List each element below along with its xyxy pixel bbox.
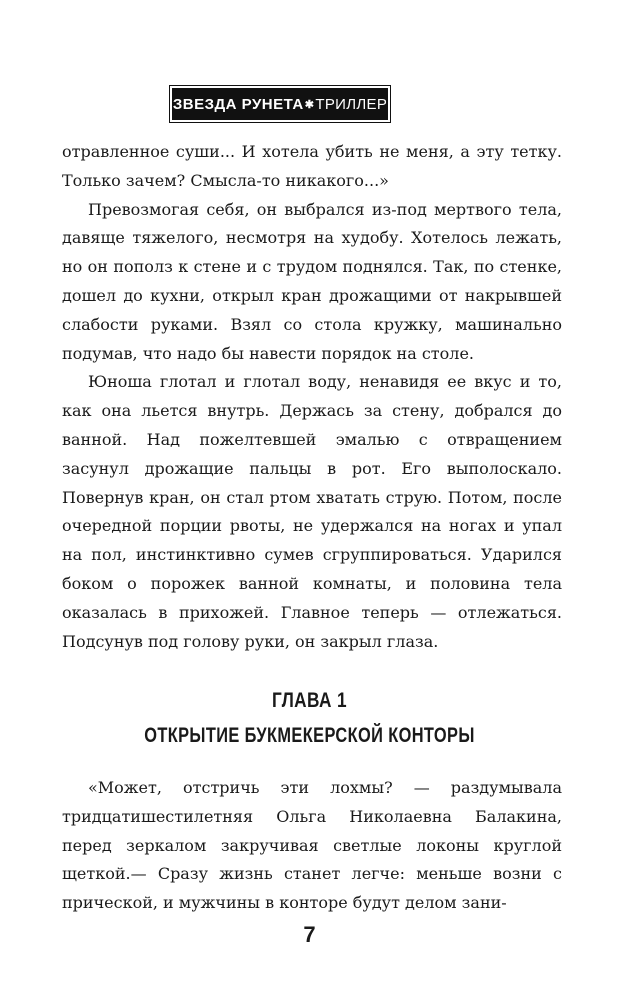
chapter-number: ГЛАВА 1 bbox=[271, 689, 348, 712]
page-number: 7 bbox=[303, 922, 316, 947]
star-icon: ✱ bbox=[304, 98, 315, 111]
chapter-title: ОТКРЫТИЕ БУКМЕКЕРСКОЙ КОНТОРЫ bbox=[144, 724, 475, 747]
paragraph-continuation: отравленное суши... И хотела убить не меня, а эту тетку. Только зачем? Смысла-то никакого...» bbox=[62, 142, 562, 190]
text-section-1 bbox=[62, 138, 562, 656]
paragraph: «Может, отстричь эти лохмы? — раздумывала тридцатишестилетняя Ольга Николаевна Балакина, перед зеркалом закручивая светлые локоны круглой щеткой.— Сразу жизнь станет легче: меньше возни с прической, и мужчины в конторе будут делом зани- bbox=[62, 778, 562, 913]
genre-label: ТРИЛЛЕР bbox=[315, 95, 388, 113]
paragraph: Юноша глотал и глотал воду, ненавидя ее вкус и то, как она льется внутрь. Держась за стену, добрался до ванной. Над пожелтевшей эмалью с отвращением засунул дрожащие пальцы в рот. Его выполоскало. Повернув кран, он стал ртом хватать струю. Потом, после очередной порции рвоты, не удержался на ногах и упал на пол, инстинктивно сумев сгруппироваться. Ударился боком о порожек ванной комнаты, и половина тела оказалась в прихожей. Главное теперь — отлежаться. Подсунув под голову руки, он закрыл глаза. bbox=[62, 372, 562, 651]
paragraph: Превозмогая себя, он выбрался из-под мертвого тела, давяще тяжелого, несмотря на худобу. Хотелось лежать, но он пополз к стене и с трудом поднялся. Так, по стенке, дошел до кухни, открыл кран дрожащими от накрывшей слабости руками. Взял со стола кружку, машинально подумав, что надо бы навести порядок на столе. bbox=[62, 199, 562, 363]
text-section-2 bbox=[62, 774, 562, 918]
series-name: ЗВЕЗДА РУНЕТА bbox=[172, 95, 304, 113]
series-header-badge bbox=[172, 88, 388, 120]
